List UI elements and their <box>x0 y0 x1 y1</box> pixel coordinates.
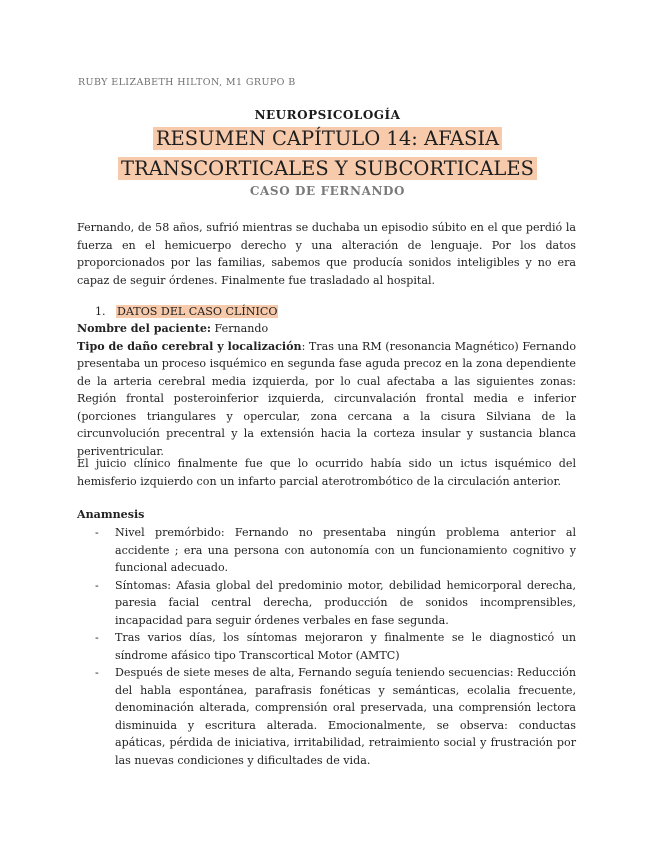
list-bullet: - <box>95 526 99 539</box>
list-item <box>77 577 576 630</box>
intro-paragraph: Fernando, de 58 años, sufrió mientras se duchaba un episodio súbito en el que perdió la fuerza en el hemicuerpo derecho y una alteración de lenguaje. Por los datos proporcionados por las familias, sabemos que producía sonidos inteligibles y no era capaz de seguir órdenes. Finalmente fue trasladado al hospital. <box>77 221 576 287</box>
author-header: RUBY ELIZABETH HILTON, M1 GRUPO B <box>78 77 296 88</box>
clinical-judgement-paragraph: El juicio clínico finalmente fue que lo ocurrido había sido un ictus isquémico del hemisferio izquierdo con un infarto parcial aterotrombótico de la circulación anterior. <box>77 457 576 488</box>
section-heading-1 <box>95 303 278 320</box>
damage-type-label: Tipo de daño cerebral y localización <box>77 339 302 353</box>
section-number: 1. <box>95 305 106 318</box>
list-item <box>77 664 576 769</box>
list-item <box>77 524 576 577</box>
patient-name-label: Nombre del paciente: <box>77 322 212 335</box>
list-bullet: - <box>95 631 99 644</box>
patient-name-value: Fernando <box>211 322 269 335</box>
anamnesis-heading: Anamnesis <box>77 508 145 521</box>
list-item-text: Después de siete meses de alta, Fernando seguía teniendo secuencias: Reducción del habla espontánea, parafrasis fonéticas y semánticas, ecolalia frecuente, denominación alterada, comprensión oral preservada, una comprensión lectora disminuida y escritura alterada. Emocionalmente, se observa: conductas apáticas, pérdida de iniciativa, irritabilidad, retraimiento social y frustración por las nuevas condiciones y dificultades de vida. <box>115 666 576 767</box>
title-line-1: RESUMEN CAPÍTULO 14: AFASIA <box>153 127 502 150</box>
case-subtitle: CASO DE FERNANDO <box>249 184 406 198</box>
list-bullet: - <box>95 578 99 592</box>
list-item-text: Tras varios días, los síntomas mejoraron y finalmente se le diagnosticó un síndrome afásico tipo Transcortical Motor (AMTC) <box>115 631 576 662</box>
list-item <box>77 629 576 664</box>
page-title <box>0 124 655 184</box>
list-item-text: Nivel premórbido: Fernando no presentaba ningún problema anterior al accidente ; era una persona con autonomía con un funcionamiento cognitivo y funcional adecuado. <box>115 526 576 574</box>
list-bullet: - <box>95 666 99 679</box>
damage-type-value: : Tras una RM (resonancia Magnético) Fernando presentaba un proceso isquémico en segunda fase aguda precoz en la zona dependiente de la arteria cerebral media izquierda, por lo cual afectaba a las siguientes zonas: Región frontal posteroinferior izquierda, circunvalación frontal media e inferior (porciones triangulares y opercular, zona cercana a la cisura Silviana de la circunvolución precentral y la extensión hacia la corteza insular y sustancia blanca periventricular. <box>77 339 576 458</box>
list-item-text: Síntomas: Afasia global del predominio motor, debilidad hemicorporal derecha, paresia facial central derecha, producción de sonidos incomprensibles, incapacidad para seguir órdenes verbales en fase segunda. <box>115 578 576 627</box>
patient-details <box>77 320 576 460</box>
section-label: DATOS DEL CASO CLÍNICO <box>117 305 278 318</box>
subject-heading: NEUROPSICOLOGÍA <box>254 108 401 122</box>
anamnesis-list <box>77 524 576 769</box>
title-line-2: TRANSCORTICALES Y SUBCORTICALES <box>118 157 537 180</box>
